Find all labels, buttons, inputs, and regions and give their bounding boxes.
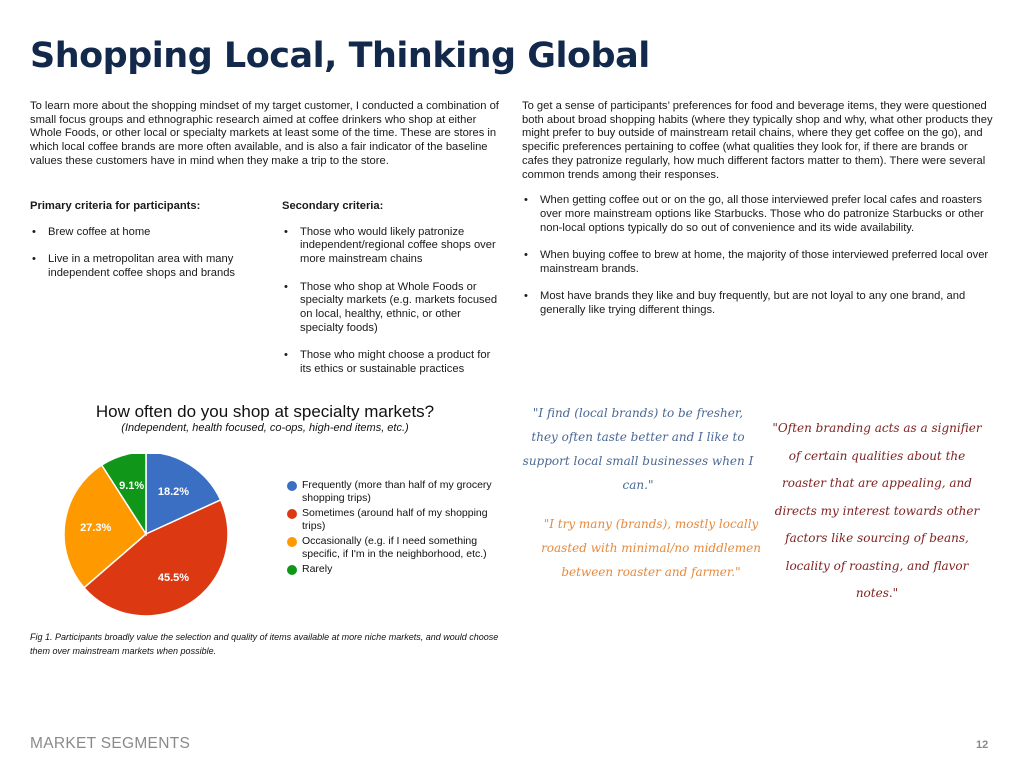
- chart-legend: [287, 479, 502, 578]
- intro-right-paragraph: To get a sense of participants’ preferences for food and beverage items, they were questioned both about broad shopping habits (where they typically shop and why, what other products they might prefer to buy outside of mainstream retail chains, where they get coffee on the go), and specific preferences pertaining to coffee (what qualities they look for, if there are brands or cafes they patronize regularly, how much different factors matter to them). There were several common trends among their responses.: [522, 100, 993, 181]
- quote-branding: "Often branding acts as a signifier of certain qualities about the roaster that are appealing, and directs my interest towards other factors like sourcing of beans, locality of roasting, and flavor notes.": [772, 421, 982, 600]
- secondary-criteria-item: • Those who shop at Whole Foods or specialty markets (e.g. markets focused on local, healthy, ethnic, or other specialty foods): [282, 281, 504, 336]
- secondary-criteria-item: • Those who might choose a product for its ethics or sustainable practices: [282, 349, 504, 376]
- legend-item: [287, 535, 502, 561]
- primary-criteria-heading: Primary criteria for participants:: [30, 200, 201, 212]
- trend-item: • When buying coffee to brew at home, the majority of those interviewed preferred local over mainstream brands.: [522, 249, 996, 276]
- pie-slice-label: 18.2%: [157, 486, 190, 499]
- primary-criteria-item: • Brew coffee at home: [30, 226, 260, 240]
- chart-subtitle: (Independent, health focused, co-ops, high-end items, etc.): [121, 422, 409, 434]
- trend-item: • When getting coffee out or on the go, all those interviewed prefer local cafes and roasters over more mainstream options like Starbucks. Those who do patronize Starbucks or other non-local options typically do so out of convenience and its wide availability.: [522, 194, 996, 235]
- legend-item: [287, 563, 502, 576]
- secondary-criteria-heading: Secondary criteria:: [282, 200, 384, 212]
- legend-item: [287, 479, 502, 505]
- legend-swatch: [287, 537, 297, 547]
- primary-criteria: [30, 200, 260, 294]
- pie-slice-label: 27.3%: [80, 521, 112, 534]
- pie-chart: [58, 454, 238, 624]
- chart-title: How often do you shop at specialty markets?: [95, 402, 435, 421]
- pie-slice-label: 9.1%: [119, 480, 145, 493]
- page-title: Shopping Local, Thinking Global: [30, 36, 650, 76]
- pie-slice-label: 45.5%: [157, 571, 190, 584]
- quote-freshness: "I find (local brands) to be fresher, they often taste better and I like to support local small businesses when I can.": [522, 406, 754, 492]
- secondary-criteria: [282, 200, 504, 390]
- legend-swatch: [287, 509, 297, 519]
- legend-label: Rarely: [302, 563, 333, 575]
- primary-criteria-item: • Live in a metropolitan area with many independent coffee shops and brands: [30, 253, 260, 280]
- quote-locally-roasted: "I try many (brands), mostly locally roasted with minimal/no middlemen between roaster and farmer.": [541, 517, 761, 579]
- legend-item: [287, 507, 502, 533]
- page-number: 12: [976, 739, 989, 751]
- intro-left-paragraph: To learn more about the shopping mindset of my target customer, I conducted a combination of small focus groups and ethnographic research aimed at coffee drinkers who shop at either Whole Foods, or other local or specialty markets at least some of the time. These are stores in which local coffee brands are more often available, and is also a fair indicator of the baseline values these customers have in mind when they make a trip to the store.: [30, 100, 499, 167]
- section-label: MARKET SEGMENTS: [30, 735, 191, 752]
- trend-item: • Most have brands they like and buy frequently, but are not loyal to any one brand, and generally like trying different things.: [522, 290, 996, 317]
- figure-caption: Fig 1. Participants broadly value the selection and quality of items available at more niche markets, and would choose them over mainstream markets when possible.: [30, 632, 499, 656]
- legend-label: Frequently (more than half of my grocery shopping trips): [302, 479, 492, 504]
- intro-right-section: [522, 100, 996, 331]
- secondary-criteria-item: • Those who would likely patronize independent/regional coffee shops over more mainstream chains: [282, 226, 504, 267]
- legend-label: Occasionally (e.g. if I need something specific, if I'm in the neighborhood, etc.): [302, 535, 487, 560]
- legend-swatch: [287, 565, 297, 575]
- legend-label: Sometimes (around half of my shopping trips): [302, 507, 488, 532]
- legend-swatch: [287, 481, 297, 491]
